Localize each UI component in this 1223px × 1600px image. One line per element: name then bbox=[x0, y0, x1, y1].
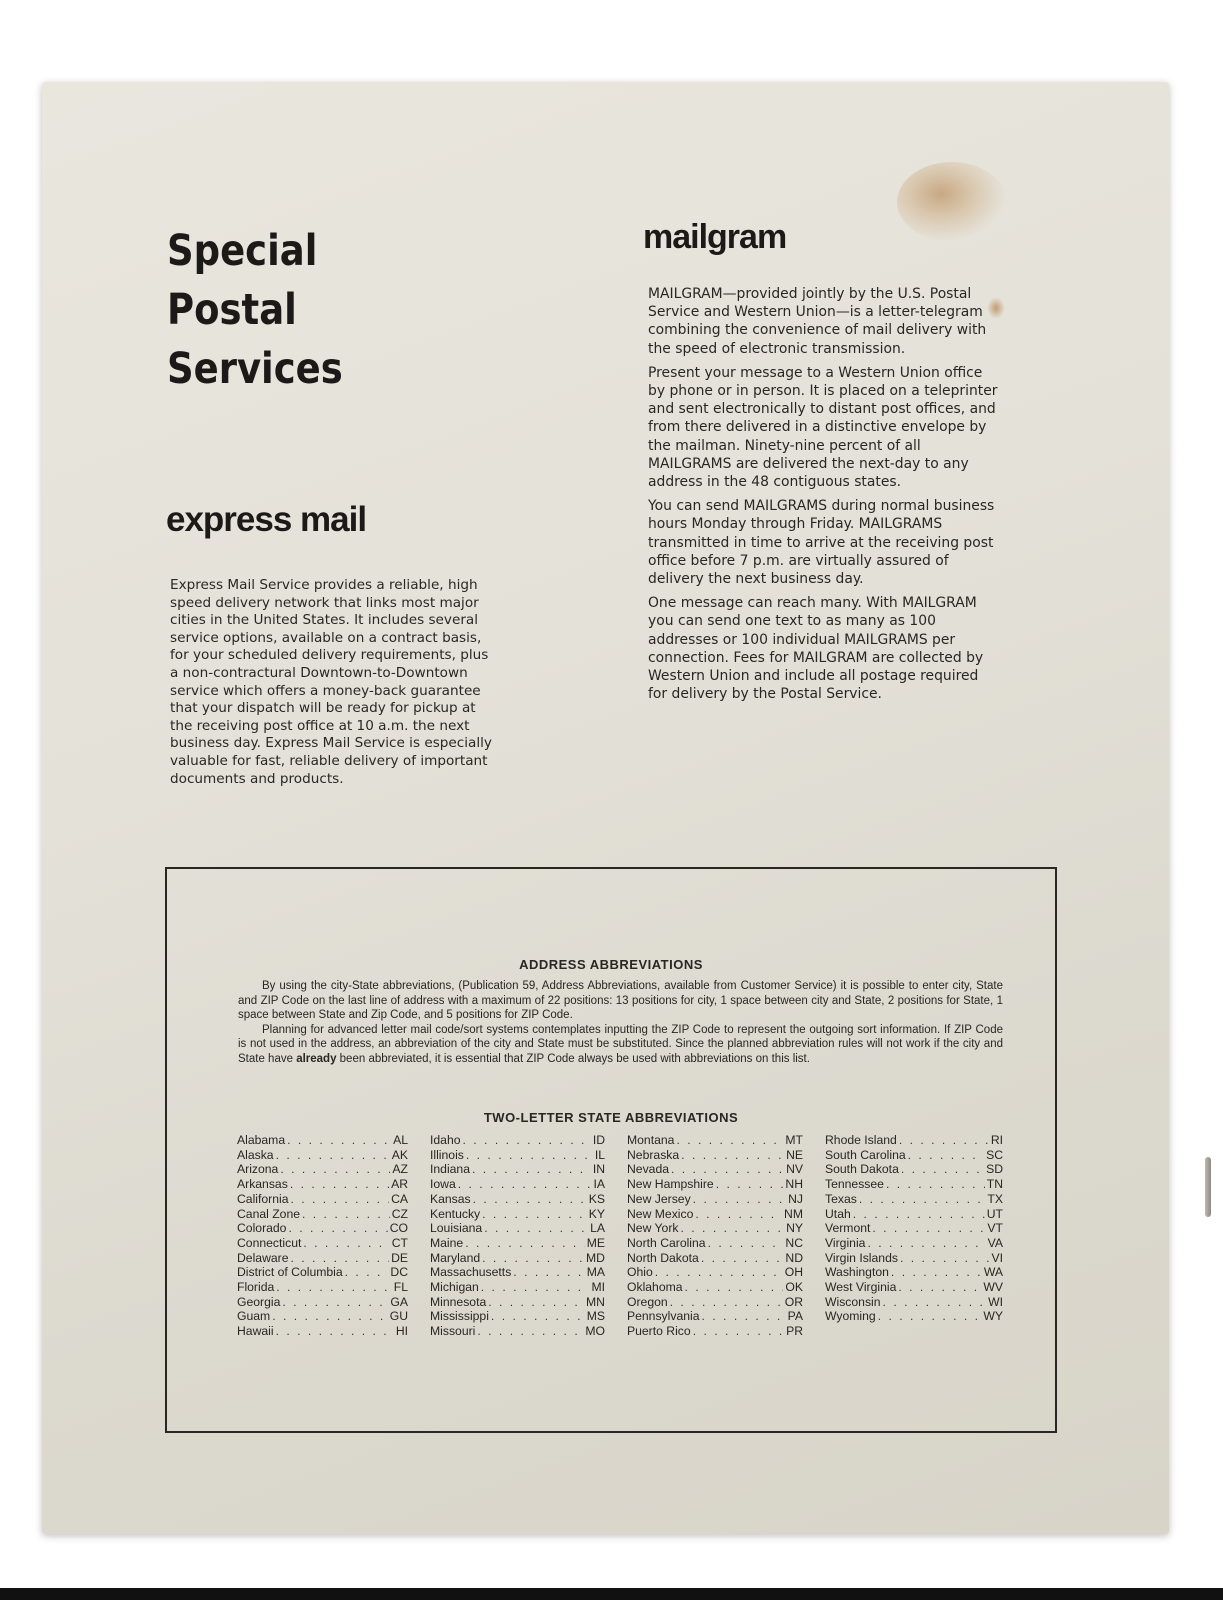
state-name: Canal Zone bbox=[237, 1206, 301, 1221]
state-name: Iowa bbox=[430, 1177, 456, 1192]
state-code: FL bbox=[393, 1280, 408, 1295]
state-code: TN bbox=[986, 1177, 1003, 1192]
state-code: MN bbox=[586, 1294, 605, 1309]
leader-dots bbox=[693, 1324, 784, 1339]
leader-dots bbox=[276, 1280, 392, 1295]
state-code: NV bbox=[786, 1162, 803, 1177]
state-name: North Dakota bbox=[627, 1250, 699, 1265]
state-row bbox=[430, 1309, 605, 1324]
leader-dots bbox=[702, 1309, 786, 1324]
state-name: Alaska bbox=[237, 1147, 274, 1162]
state-row bbox=[237, 1251, 408, 1266]
leader-dots bbox=[345, 1265, 389, 1280]
state-row bbox=[825, 1280, 1003, 1295]
page-title bbox=[167, 222, 343, 399]
state-row bbox=[825, 1133, 1003, 1148]
state-name: Florida bbox=[237, 1280, 275, 1295]
state-code: HI bbox=[395, 1324, 408, 1339]
state-code: VT bbox=[987, 1221, 1003, 1236]
leader-dots bbox=[671, 1162, 784, 1177]
state-name: Delaware bbox=[237, 1250, 289, 1265]
state-row bbox=[825, 1295, 1003, 1310]
state-row bbox=[627, 1280, 803, 1295]
leader-dots bbox=[716, 1177, 784, 1192]
state-row bbox=[627, 1207, 803, 1222]
state-code: NJ bbox=[788, 1191, 803, 1206]
state-name: Maryland bbox=[430, 1250, 481, 1265]
state-row bbox=[430, 1251, 605, 1266]
state-code: KS bbox=[588, 1191, 605, 1206]
state-column bbox=[430, 1133, 605, 1339]
state-code: OH bbox=[784, 1265, 803, 1280]
state-name: Hawaii bbox=[237, 1324, 274, 1339]
state-code: SC bbox=[986, 1147, 1003, 1162]
state-name: Virgin Islands bbox=[825, 1250, 898, 1265]
state-row bbox=[627, 1236, 803, 1251]
state-code: PR bbox=[786, 1324, 803, 1339]
mailgram-paragraph: Present your message to a Western Union office by phone or in person. It is placed on a teleprinter and sent electronically to distant post offices, and from there delivered in a distinctive envelope by the mailman. Ninety-nine percent of all MAILGRAMS are delivered the next-day to any address in the 48 contiguous states. bbox=[648, 364, 998, 491]
state-code: ND bbox=[785, 1250, 803, 1265]
state-row bbox=[627, 1148, 803, 1163]
state-code: LA bbox=[590, 1221, 605, 1236]
state-name: Rhode Island bbox=[825, 1133, 897, 1147]
state-code: MS bbox=[586, 1309, 605, 1324]
address-abbreviations-box bbox=[165, 867, 1057, 1433]
state-name: Louisiana bbox=[430, 1221, 483, 1236]
state-name: Tennessee bbox=[825, 1177, 884, 1192]
state-code: AK bbox=[391, 1147, 408, 1162]
state-name: Wyoming bbox=[825, 1309, 876, 1324]
state-name: New Hampshire bbox=[627, 1177, 714, 1192]
state-row bbox=[237, 1148, 408, 1163]
state-name: Nevada bbox=[627, 1162, 670, 1177]
state-code: NY bbox=[786, 1221, 803, 1236]
state-row bbox=[430, 1236, 605, 1251]
state-row bbox=[430, 1265, 605, 1280]
leader-dots bbox=[681, 1221, 785, 1236]
leader-dots bbox=[280, 1162, 390, 1177]
leader-dots bbox=[886, 1177, 985, 1192]
state-code: IA bbox=[593, 1177, 605, 1192]
state-name: Indiana bbox=[430, 1162, 470, 1177]
abbreviations-intro bbox=[238, 979, 1003, 1067]
state-row bbox=[825, 1177, 1003, 1192]
state-name: New York bbox=[627, 1221, 679, 1236]
state-code: MT bbox=[785, 1133, 803, 1147]
leader-dots bbox=[472, 1162, 591, 1177]
express-mail-body: Express Mail Service provides a reliable, high speed delivery network that links most major cities in the United States. It includes several service options, available on a contract basis, for your scheduled delivery requirements, plus a non-contractural Downtown-to-Downtown service which offers a money-back guarantee that your dispatch will be ready for pickup at the receiving post office at 10 a.m. the next business day. Express Mail Service is especially valuable for fast, reliable delivery of important documents and products. bbox=[170, 577, 492, 787]
state-name: Missouri bbox=[430, 1324, 476, 1339]
leader-dots bbox=[900, 1251, 990, 1266]
leader-dots bbox=[859, 1192, 986, 1207]
state-row bbox=[237, 1265, 408, 1280]
state-row bbox=[627, 1265, 803, 1280]
state-row bbox=[825, 1207, 1003, 1222]
state-name: Guam bbox=[237, 1309, 271, 1324]
leader-dots bbox=[272, 1309, 388, 1324]
state-name: Vermont bbox=[825, 1221, 871, 1236]
state-code: TX bbox=[987, 1191, 1003, 1206]
leader-dots bbox=[290, 1192, 389, 1207]
state-code: GU bbox=[389, 1309, 408, 1324]
mailgram-paragraph: You can send MAILGRAMS during normal business hours Monday through Friday. MAILGRAMS transmitted in time to arrive at the receiving post office before 7 p.m. are virtually assured of delivery the next business day. bbox=[648, 498, 995, 588]
state-code: OK bbox=[785, 1280, 803, 1295]
leader-dots bbox=[458, 1177, 592, 1192]
state-row bbox=[627, 1177, 803, 1192]
state-row bbox=[627, 1162, 803, 1177]
state-name: Wisconsin bbox=[825, 1294, 881, 1309]
state-abbreviations-title: TWO-LETTER STATE ABBREVIATIONS bbox=[483, 1110, 739, 1125]
state-code: WV bbox=[983, 1280, 1003, 1295]
leader-dots bbox=[685, 1280, 784, 1295]
state-name: Arizona bbox=[237, 1162, 279, 1177]
state-row bbox=[825, 1309, 1003, 1324]
leader-dots bbox=[708, 1236, 784, 1251]
leader-dots bbox=[473, 1192, 587, 1207]
state-code: CO bbox=[389, 1221, 408, 1236]
state-name: Puerto Rico bbox=[627, 1324, 691, 1339]
leader-dots bbox=[463, 1133, 591, 1148]
state-row bbox=[430, 1162, 605, 1177]
state-name: Montana bbox=[627, 1133, 675, 1147]
state-name: Minnesota bbox=[430, 1294, 487, 1309]
state-row bbox=[825, 1221, 1003, 1236]
leader-dots bbox=[481, 1280, 590, 1295]
state-name: Massachusetts bbox=[430, 1265, 512, 1280]
state-row bbox=[237, 1324, 408, 1339]
state-code: VI bbox=[991, 1250, 1003, 1265]
title-line: Special bbox=[167, 226, 318, 276]
state-code: WY bbox=[983, 1309, 1003, 1324]
state-code: MO bbox=[585, 1324, 605, 1339]
leader-dots bbox=[302, 1207, 390, 1222]
express-mail-heading: express mail bbox=[166, 500, 367, 539]
state-row bbox=[237, 1309, 408, 1324]
bottom-edge bbox=[0, 1588, 1223, 1600]
state-row bbox=[627, 1251, 803, 1266]
state-row bbox=[825, 1236, 1003, 1251]
leader-dots bbox=[482, 1207, 587, 1222]
state-row bbox=[237, 1133, 408, 1148]
leader-dots bbox=[465, 1236, 585, 1251]
leader-dots bbox=[872, 1221, 985, 1236]
state-code: VA bbox=[987, 1235, 1003, 1250]
mailgram-body bbox=[648, 285, 998, 709]
state-row bbox=[430, 1280, 605, 1295]
state-code: AR bbox=[391, 1177, 408, 1192]
state-name: South Dakota bbox=[825, 1162, 899, 1177]
intro-text: Planning for advanced letter mail code/sort systems contemplates inputting the ZIP Code to represent the outgoing sort information. If ZIP Code is not used in the address, an abbreviation of the city and State must be substituted. Since the planned abbreviation rules will not work if the city and State have bbox=[238, 1023, 1003, 1065]
state-code: MA bbox=[586, 1265, 605, 1280]
leader-dots bbox=[670, 1295, 783, 1310]
leader-dots bbox=[303, 1236, 389, 1251]
state-code: UT bbox=[986, 1206, 1003, 1221]
state-name: Ohio bbox=[627, 1265, 653, 1280]
title-line: Services bbox=[167, 344, 343, 394]
state-code: RI bbox=[990, 1133, 1003, 1147]
leader-dots bbox=[488, 1295, 584, 1310]
state-row bbox=[237, 1221, 408, 1236]
state-name: Kansas bbox=[430, 1191, 471, 1206]
state-code: MI bbox=[591, 1280, 605, 1295]
state-row bbox=[430, 1295, 605, 1310]
state-name: Alabama bbox=[237, 1133, 286, 1147]
state-code: DC bbox=[390, 1265, 408, 1280]
leader-dots bbox=[466, 1148, 593, 1163]
leader-dots bbox=[290, 1251, 389, 1266]
intro-paragraph: By using the city-State abbreviations, (Publication 59, Address Abbreviations, available from Customer Service) it is possible to enter city, State and ZIP Code on the last line of address with a maximum of 22 positions: 13 positions for city, 1 space between city and State, 2 positions for State, 1 space between State and Zip Code, and 5 positions for ZIP Code. bbox=[238, 980, 1003, 1022]
state-code: SD bbox=[986, 1162, 1003, 1177]
state-column bbox=[237, 1133, 408, 1339]
state-row bbox=[825, 1265, 1003, 1280]
state-row bbox=[627, 1192, 803, 1207]
binder-clip bbox=[1205, 1157, 1211, 1217]
state-name: Georgia bbox=[237, 1294, 281, 1309]
state-row bbox=[237, 1192, 408, 1207]
state-name: New Mexico bbox=[627, 1206, 694, 1221]
leader-dots bbox=[853, 1207, 985, 1222]
leader-dots bbox=[695, 1207, 782, 1222]
leader-dots bbox=[282, 1295, 388, 1310]
leader-dots bbox=[513, 1265, 584, 1280]
abbreviations-title: ADDRESS ABBREVIATIONS bbox=[519, 957, 703, 972]
state-name: North Carolina bbox=[627, 1235, 706, 1250]
state-row bbox=[430, 1177, 605, 1192]
leader-dots bbox=[655, 1265, 783, 1280]
state-code: NH bbox=[785, 1177, 803, 1192]
leader-dots bbox=[484, 1221, 588, 1236]
state-code: AL bbox=[393, 1133, 408, 1147]
state-name: Idaho bbox=[430, 1133, 461, 1147]
state-name: Arkansas bbox=[237, 1177, 288, 1192]
state-name: South Carolina bbox=[825, 1147, 906, 1162]
state-row bbox=[237, 1280, 408, 1295]
state-name: Utah bbox=[825, 1206, 851, 1221]
leader-dots bbox=[482, 1251, 584, 1266]
state-row bbox=[430, 1324, 605, 1339]
state-name: Illinois bbox=[430, 1147, 464, 1162]
state-code: GA bbox=[390, 1294, 408, 1309]
state-name: Colorado bbox=[237, 1221, 287, 1236]
state-abbreviations-table bbox=[237, 1133, 1007, 1339]
state-name: Mississippi bbox=[430, 1309, 489, 1324]
state-name: Maine bbox=[430, 1235, 464, 1250]
state-name: New Jersey bbox=[627, 1191, 691, 1206]
leader-dots bbox=[693, 1192, 786, 1207]
document-page bbox=[42, 82, 1169, 1534]
leader-dots bbox=[491, 1309, 585, 1324]
leader-dots bbox=[287, 1133, 391, 1148]
state-code: DE bbox=[391, 1250, 408, 1265]
intro-text: been abbreviated, it is essential that ZIP Code always be used with abbreviations on this list. bbox=[336, 1052, 810, 1065]
leader-dots bbox=[477, 1324, 583, 1339]
state-row bbox=[825, 1251, 1003, 1266]
state-code: CA bbox=[391, 1191, 408, 1206]
leader-dots bbox=[898, 1280, 981, 1295]
state-name: Texas bbox=[825, 1191, 857, 1206]
state-code: CT bbox=[391, 1235, 408, 1250]
state-code: KY bbox=[588, 1206, 605, 1221]
state-row bbox=[627, 1324, 803, 1339]
state-row bbox=[237, 1162, 408, 1177]
leader-dots bbox=[908, 1148, 984, 1163]
state-column bbox=[627, 1133, 803, 1339]
state-code: AZ bbox=[392, 1162, 408, 1177]
state-row bbox=[627, 1221, 803, 1236]
state-code: PA bbox=[787, 1309, 803, 1324]
state-code: ME bbox=[586, 1235, 605, 1250]
state-code: NE bbox=[786, 1147, 803, 1162]
state-row bbox=[430, 1207, 605, 1222]
state-name: Kentucky bbox=[430, 1206, 481, 1221]
state-name: Oregon bbox=[627, 1294, 668, 1309]
state-name: Washington bbox=[825, 1265, 889, 1280]
leader-dots bbox=[883, 1295, 987, 1310]
state-name: Connecticut bbox=[237, 1235, 302, 1250]
state-row bbox=[430, 1133, 605, 1148]
leader-dots bbox=[681, 1148, 784, 1163]
state-name: California bbox=[237, 1191, 289, 1206]
leader-dots bbox=[676, 1133, 783, 1148]
leader-dots bbox=[701, 1251, 784, 1266]
leader-dots bbox=[276, 1324, 394, 1339]
state-name: Oklahoma bbox=[627, 1280, 683, 1295]
leader-dots bbox=[867, 1236, 985, 1251]
state-column bbox=[825, 1133, 1003, 1339]
state-name: Michigan bbox=[430, 1280, 479, 1295]
state-name: District of Columbia bbox=[237, 1265, 343, 1280]
state-code: NC bbox=[785, 1235, 803, 1250]
state-row bbox=[825, 1192, 1003, 1207]
intro-emphasis: already bbox=[296, 1052, 337, 1065]
state-code: IL bbox=[594, 1147, 605, 1162]
leader-dots bbox=[899, 1133, 989, 1148]
mailgram-paragraph: One message can reach many. With MAILGRAM you can send one text to as many as 100 addresses or 100 individual MAILGRAMS per connection. Fees for MAILGRAM are collected by Western Union and include all postage required for delivery by the Postal Service. bbox=[648, 595, 984, 703]
state-name: Nebraska bbox=[627, 1147, 680, 1162]
title-line: Postal bbox=[167, 285, 297, 335]
state-code: NM bbox=[784, 1206, 803, 1221]
state-row bbox=[825, 1162, 1003, 1177]
state-code: WI bbox=[988, 1294, 1003, 1309]
leader-dots bbox=[290, 1177, 389, 1192]
state-row bbox=[237, 1177, 408, 1192]
state-row bbox=[627, 1133, 803, 1148]
leader-dots bbox=[288, 1221, 387, 1236]
state-code: IN bbox=[592, 1162, 605, 1177]
state-row bbox=[627, 1295, 803, 1310]
state-code: ID bbox=[592, 1133, 605, 1147]
state-name: Virginia bbox=[825, 1235, 866, 1250]
leader-dots bbox=[878, 1309, 982, 1324]
state-row bbox=[430, 1192, 605, 1207]
state-row bbox=[825, 1148, 1003, 1163]
state-row bbox=[237, 1295, 408, 1310]
state-row bbox=[237, 1236, 408, 1251]
water-stain bbox=[897, 162, 1007, 242]
state-row bbox=[430, 1148, 605, 1163]
leader-dots bbox=[901, 1162, 984, 1177]
state-code: MD bbox=[586, 1250, 605, 1265]
state-name: Pennsylvania bbox=[627, 1309, 700, 1324]
intro-paragraph bbox=[238, 1023, 1003, 1067]
mailgram-paragraph: MAILGRAM—provided jointly by the U.S. Postal Service and Western Union—is a letter-telegram combining the convenience of mail delivery with the speed of electronic transmission. bbox=[648, 286, 987, 357]
mailgram-heading: mailgram bbox=[643, 218, 787, 256]
state-row bbox=[237, 1207, 408, 1222]
state-code: OR bbox=[784, 1294, 803, 1309]
leader-dots bbox=[891, 1265, 982, 1280]
state-code: WA bbox=[983, 1265, 1003, 1280]
leader-dots bbox=[276, 1148, 390, 1163]
state-row bbox=[430, 1221, 605, 1236]
state-code: CZ bbox=[391, 1206, 408, 1221]
state-name: West Virginia bbox=[825, 1280, 897, 1295]
state-row bbox=[627, 1309, 803, 1324]
